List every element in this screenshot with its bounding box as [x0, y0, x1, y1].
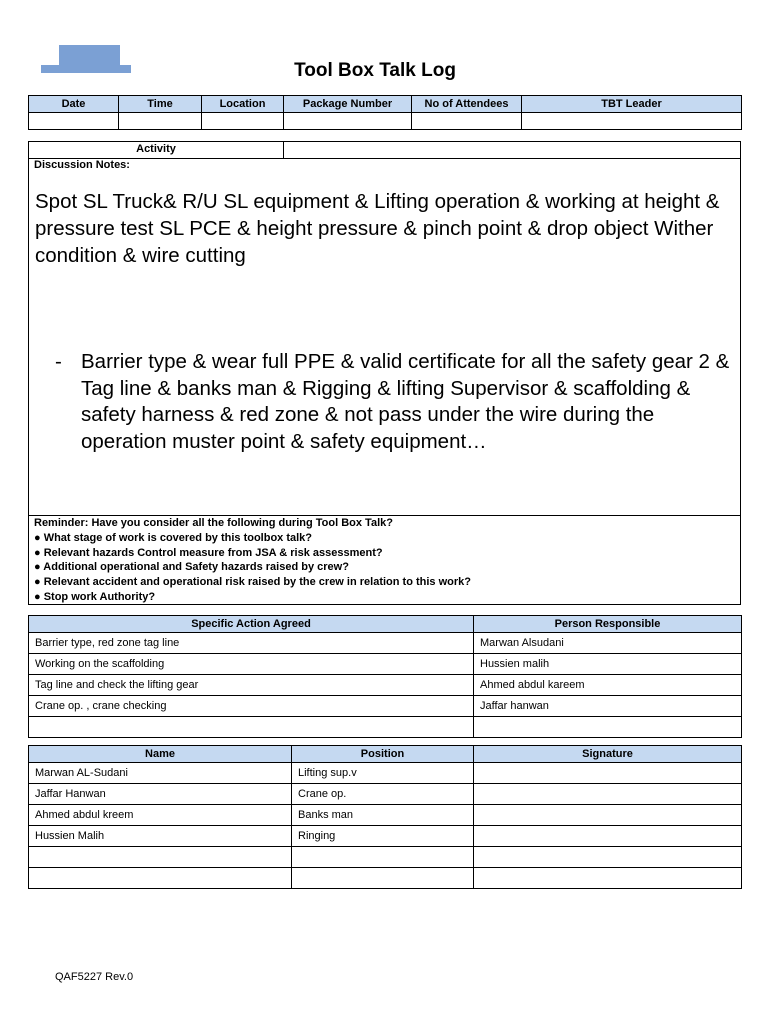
table-row: [29, 633, 742, 654]
signature-cell[interactable]: [474, 847, 742, 868]
attendees-count-header: No of Attendees: [412, 96, 522, 113]
table-row: [29, 654, 742, 675]
person-cell[interactable]: [474, 717, 742, 738]
package-number-header: Package Number: [284, 96, 412, 113]
position-cell[interactable]: [292, 868, 474, 889]
name-cell: Hussien Malih: [29, 826, 292, 847]
name-cell: Marwan AL-Sudani: [29, 763, 292, 784]
signature-cell[interactable]: [474, 763, 742, 784]
header-table: [28, 95, 742, 130]
position-cell: Lifting sup.v: [292, 763, 474, 784]
activity-label: Activity: [29, 142, 284, 158]
reminder-line: ● Additional operational and Safety hazards raised by crew?: [34, 561, 349, 574]
signature-header: Signature: [474, 746, 742, 763]
attendees-count-field[interactable]: [412, 113, 522, 130]
form-code: QAF5227 Rev.0: [55, 971, 134, 983]
header-table-value-row: [29, 113, 742, 130]
table-row: [29, 675, 742, 696]
package-number-field[interactable]: [284, 113, 412, 130]
table-row: [29, 763, 742, 784]
date-field[interactable]: [29, 113, 119, 130]
reminder-line: ● Relevant accident and operational risk raised by the crew in relation to this work?: [34, 576, 471, 589]
attendees-table: [28, 745, 742, 889]
signature-cell[interactable]: [474, 784, 742, 805]
position-cell: Banks man: [292, 805, 474, 826]
signature-cell[interactable]: [474, 868, 742, 889]
person-cell: Ahmed abdul kareem: [474, 675, 742, 696]
person-cell: Hussien malih: [474, 654, 742, 675]
date-header: Date: [29, 96, 119, 113]
discussion-notes-bullet: [55, 349, 735, 455]
bullet-dash: -: [55, 350, 62, 373]
name-cell: Ahmed abdul kreem: [29, 805, 292, 826]
table-row: [29, 847, 742, 868]
reminder-line: ● Stop work Authority?: [34, 590, 156, 603]
tbt-leader-header: TBT Leader: [522, 96, 742, 113]
position-cell[interactable]: [292, 847, 474, 868]
header-table-head-row: [29, 96, 742, 113]
table-row: [29, 784, 742, 805]
signature-cell[interactable]: [474, 826, 742, 847]
position-header: Position: [292, 746, 474, 763]
action-cell: Working on the scaffolding: [29, 654, 474, 675]
signature-cell[interactable]: [474, 805, 742, 826]
person-cell: Marwan Alsudani: [474, 633, 742, 654]
time-field[interactable]: [119, 113, 202, 130]
table-row: [29, 696, 742, 717]
action-cell: Crane op. , crane checking: [29, 696, 474, 717]
position-cell: Crane op.: [292, 784, 474, 805]
name-cell[interactable]: [29, 847, 292, 868]
discussion-notes-label: Discussion Notes:: [34, 159, 130, 171]
location-field[interactable]: [202, 113, 284, 130]
page-title: Tool Box Talk Log: [294, 60, 456, 81]
person-responsible-header: Person Responsible: [474, 616, 742, 633]
table-row: [29, 868, 742, 889]
table-row: [29, 717, 742, 738]
action-cell: Barrier type, red zone tag line: [29, 633, 474, 654]
activity-row: [29, 142, 740, 159]
position-cell: Ringing: [292, 826, 474, 847]
person-cell: Jaffar hanwan: [474, 696, 742, 717]
reminder-line: ● What stage of work is covered by this toolbox talk?: [34, 531, 313, 544]
time-header: Time: [119, 96, 202, 113]
name-cell[interactable]: [29, 868, 292, 889]
reminder-line: ● Relevant hazards Control measure from JSA & risk assessment?: [34, 546, 383, 559]
actions-table: [28, 615, 742, 738]
actions-head-row: [29, 616, 742, 633]
bullet-text: Barrier type & wear full PPE & valid certificate for all the safety gear 2 & Tag line & banks man & Rigging & lifting Supervisor & scaffolding & safety harness & red zone & not pass under the wire during the operation muster point & safety equipment…: [81, 350, 730, 453]
table-row: [29, 826, 742, 847]
action-cell: Tag line and check the lifting gear: [29, 675, 474, 696]
action-cell[interactable]: [29, 717, 474, 738]
discussion-notes-text: Spot SL Truck& R/U SL equipment & Lifting operation & working at height & pressure test SL PCE & height pressure & pinch point & drop object Wither condition & wire cutting: [35, 190, 720, 267]
name-cell: Jaffar Hanwan: [29, 784, 292, 805]
name-header: Name: [29, 746, 292, 763]
reminder-box: [29, 515, 740, 604]
activity-section: [28, 141, 741, 605]
tbt-leader-field[interactable]: [522, 113, 742, 130]
reminder-line: Reminder: Have you consider all the following during Tool Box Talk?: [34, 517, 393, 529]
specific-action-header: Specific Action Agreed: [29, 616, 474, 633]
table-row: [29, 805, 742, 826]
attendees-head-row: [29, 746, 742, 763]
location-header: Location: [202, 96, 284, 113]
